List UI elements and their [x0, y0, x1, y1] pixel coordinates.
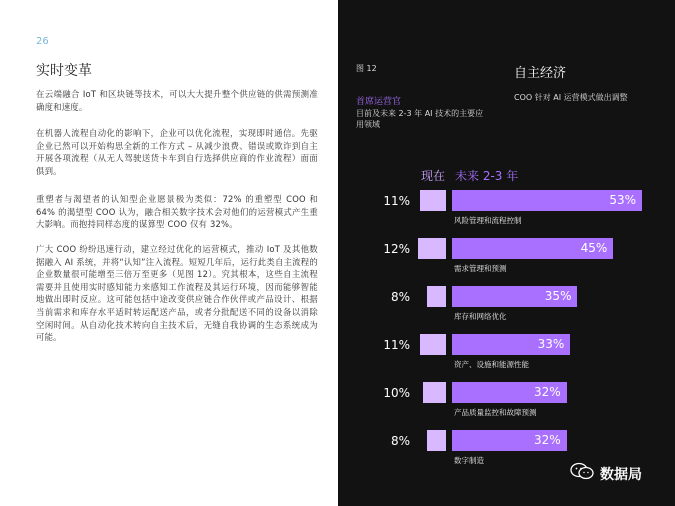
- now-bar-track: [418, 190, 446, 211]
- now-bar: [423, 382, 446, 403]
- future-value-label: 32%: [534, 385, 561, 399]
- chart-row: [338, 190, 675, 230]
- now-value-label: 8%: [390, 434, 410, 448]
- now-value-label: 11%: [383, 338, 410, 352]
- category-label: 产品质量监控和故障预测: [454, 408, 537, 417]
- watermark-text: 数据局: [600, 467, 642, 483]
- now-bar: [420, 190, 446, 211]
- chart-subheading: 目前及未来 2-3 年 AI 技术的主要应用领域: [356, 109, 484, 129]
- now-bar: [420, 334, 446, 355]
- paragraph-3: 重塑者与渴望者的认知型企业愿景极为类似：72% 的重塑型 COO 和 64% 的渴望型 COO 认为，融合相关数字技术会对他们的运营模式产生重大影响。而抱持同样态度的谋算型 COO 仅有 32%。: [36, 194, 318, 230]
- category-label: 风险管理和流程控制: [454, 216, 522, 225]
- section-title: 实时变革: [36, 63, 92, 79]
- future-value-label: 33%: [537, 337, 565, 351]
- category-label: 库存和网络优化: [454, 312, 507, 321]
- page-number: 26: [36, 36, 49, 47]
- figure-title: 自主经济: [514, 66, 567, 81]
- now-bar: [427, 286, 446, 307]
- category-label: 需求管理和预测: [454, 264, 507, 273]
- chart-heading: 首席运营官: [356, 97, 402, 107]
- legend-future: 未来 2-3 年: [455, 169, 519, 183]
- now-bar-track: [418, 238, 446, 259]
- now-bar-track: [418, 286, 446, 307]
- category-label: 数字制造: [454, 456, 484, 465]
- paragraph-2: 在机器人流程自动化的影响下，企业可以优化流程，实现即时通信。先驱企业已然可以开始构思全新的工作方式 – 从减少浪费、错误或欺诈到自主开展各项流程（从无人驾驶送货卡车到自行选择供应商的作业流程）面面俱到。: [36, 128, 318, 176]
- future-value-label: 53%: [609, 193, 636, 207]
- right-page: [338, 0, 675, 506]
- now-bar-track: [418, 334, 446, 355]
- paragraph-4: 广大 COO 纷纷迅速行动，建立经过优化的运营模式，推动 IoT 及其他数据融入 AI 系统，并将“认知”注入流程。短短几年后，运行此类自主流程的企业数量很可能增至三倍万至更多（见图 12）。究其根本，这些自主流程需要并且使用实时感知能力来感知工作流程及其运行环境，因而能够智能地做出即时反应。这可能包括中途改变供应链合作伙伴或产品设计、根据当前需求和库存水平适时转运配送产品，或者分批配送不同的设备以消除空闲时间。从自动化技术转向自主技术后，无缝自我协调的生态系统成为可能。: [36, 244, 318, 343]
- now-value-label: 11%: [383, 194, 410, 208]
- now-value-label: 12%: [383, 242, 410, 256]
- chart-row: [338, 334, 675, 374]
- chart-row: [338, 286, 675, 326]
- wechat-icon: [570, 462, 595, 480]
- future-value-label: 32%: [534, 433, 561, 447]
- legend-now: 现在: [421, 169, 446, 183]
- figure-subtitle: COO 针对 AI 运营模式做出调整: [514, 93, 628, 102]
- now-bar: [427, 430, 446, 451]
- now-bar: [418, 238, 446, 259]
- future-value-label: 45%: [580, 241, 608, 255]
- now-bar-track: [418, 430, 446, 451]
- now-bar-track: [418, 382, 446, 403]
- paragraph-1: 在云端融合 IoT 和区块链等技术，可以大大提升整个供应链的供需预测准确度和速度。: [36, 89, 318, 112]
- chart-row: [338, 238, 675, 278]
- chart-row: [338, 382, 675, 422]
- now-value-label: 10%: [383, 386, 410, 400]
- category-label: 资产、设施和能源性能: [454, 360, 529, 369]
- figure-label: 图 12: [356, 64, 377, 73]
- now-value-label: 8%: [390, 290, 410, 304]
- future-value-label: 35%: [544, 289, 572, 303]
